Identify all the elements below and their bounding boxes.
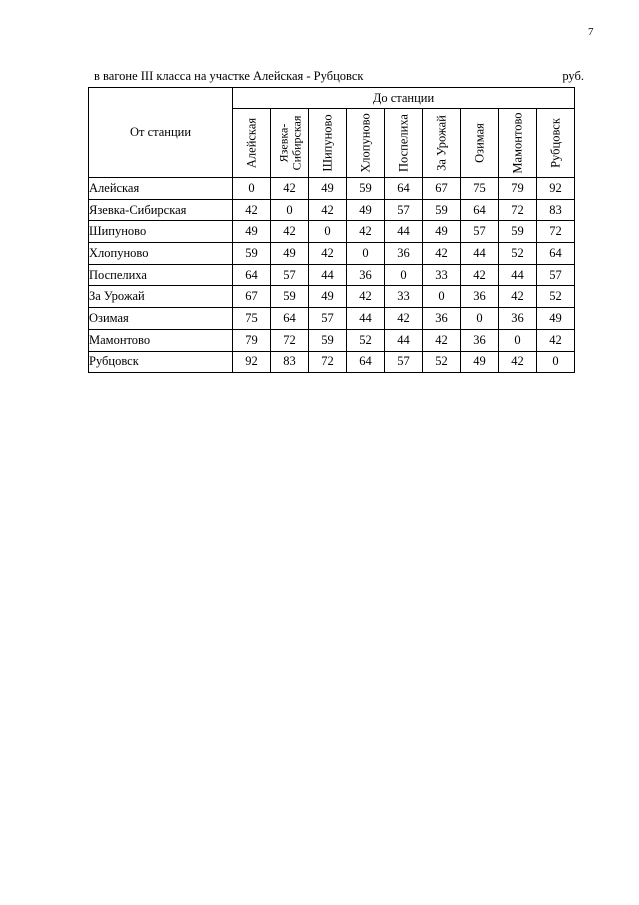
fare-cell: 83 (271, 351, 309, 373)
fare-cell: 44 (499, 264, 537, 286)
fare-cell: 49 (309, 178, 347, 200)
table-row (89, 199, 575, 221)
fare-cell: 79 (233, 329, 271, 351)
fare-cell: 33 (385, 286, 423, 308)
fare-cell: 52 (347, 329, 385, 351)
from-station-header: От станции (89, 88, 233, 178)
fare-cell: 49 (347, 199, 385, 221)
column-header-label: Озимая (471, 123, 486, 163)
fare-cell: 75 (461, 178, 499, 200)
fare-cell: 64 (347, 351, 385, 373)
fare-cell: 64 (271, 308, 309, 330)
table-row (89, 308, 575, 330)
column-header-label: За Урожай (433, 115, 448, 171)
row-station-name: Поспелиха (89, 264, 233, 286)
fare-cell: 42 (271, 178, 309, 200)
fare-cell: 42 (385, 308, 423, 330)
column-header-label: Алейская (243, 117, 258, 169)
fare-cell: 42 (271, 221, 309, 243)
column-header-label: Мамонтово (509, 112, 524, 174)
fare-cell: 67 (233, 286, 271, 308)
fare-cell: 42 (461, 264, 499, 286)
fare-cell: 57 (271, 264, 309, 286)
caption-text: в вагоне III класса на участке Алейская - Рубцовск (94, 69, 364, 83)
table-row (89, 351, 575, 373)
fare-cell: 57 (309, 308, 347, 330)
column-header-label: Хлопуново (357, 113, 372, 173)
fare-cell: 36 (461, 329, 499, 351)
fare-cell: 49 (537, 308, 575, 330)
fare-cell: 0 (233, 178, 271, 200)
fare-cell: 52 (423, 351, 461, 373)
row-station-name: Хлопуново (89, 243, 233, 265)
row-station-name: Озимая (89, 308, 233, 330)
fare-cell: 44 (385, 329, 423, 351)
column-header (385, 109, 423, 178)
fare-cell: 72 (537, 221, 575, 243)
fare-cell: 0 (461, 308, 499, 330)
fare-cell: 0 (347, 243, 385, 265)
fare-cell: 57 (461, 221, 499, 243)
fare-cell: 64 (461, 199, 499, 221)
fare-cell: 44 (309, 264, 347, 286)
fare-cell: 64 (537, 243, 575, 265)
fare-cell: 59 (499, 221, 537, 243)
fare-cell: 42 (499, 351, 537, 373)
fare-cell: 36 (423, 308, 461, 330)
fare-cell: 42 (499, 286, 537, 308)
column-header-label: Шипуново (319, 114, 334, 172)
table-row (89, 221, 575, 243)
fare-cell: 0 (309, 221, 347, 243)
fare-cell: 79 (499, 178, 537, 200)
fare-cell: 92 (537, 178, 575, 200)
fare-cell: 42 (537, 329, 575, 351)
fare-table (88, 87, 575, 373)
fare-cell: 42 (347, 221, 385, 243)
column-header-line: Язевка- (275, 123, 290, 163)
fare-cell: 57 (385, 199, 423, 221)
fare-cell: 42 (423, 329, 461, 351)
table-row (89, 329, 575, 351)
fare-cell: 64 (385, 178, 423, 200)
fare-cell: 59 (233, 243, 271, 265)
fare-cell: 49 (233, 221, 271, 243)
fare-cell: 67 (423, 178, 461, 200)
fare-cell: 49 (309, 286, 347, 308)
fare-cell: 36 (385, 243, 423, 265)
column-header (347, 109, 385, 178)
fare-cell: 42 (309, 199, 347, 221)
column-header-label: Поспелиха (395, 114, 410, 172)
row-station-name: Шипуново (89, 221, 233, 243)
fare-cell: 72 (271, 329, 309, 351)
fare-cell: 49 (461, 351, 499, 373)
fare-cell: 72 (309, 351, 347, 373)
fare-cell: 49 (271, 243, 309, 265)
fare-cell: 44 (385, 221, 423, 243)
table-row (89, 178, 575, 200)
fare-cell: 64 (233, 264, 271, 286)
fare-cell: 36 (347, 264, 385, 286)
column-header (271, 109, 309, 178)
column-header (423, 109, 461, 178)
page-number: 7 (588, 26, 594, 38)
row-station-name: За Урожай (89, 286, 233, 308)
fare-cell: 59 (309, 329, 347, 351)
fare-cell: 75 (233, 308, 271, 330)
fare-cell: 57 (537, 264, 575, 286)
fare-table-body (89, 178, 575, 373)
fare-cell: 42 (309, 243, 347, 265)
table-row (89, 243, 575, 265)
fare-cell: 0 (499, 329, 537, 351)
fare-cell: 0 (423, 286, 461, 308)
fare-cell: 0 (271, 199, 309, 221)
fare-cell: 44 (461, 243, 499, 265)
fare-cell: 36 (499, 308, 537, 330)
fare-cell: 52 (499, 243, 537, 265)
column-header-label (277, 116, 302, 171)
column-header (233, 109, 271, 178)
column-header-line: Сибирская (288, 115, 303, 171)
fare-cell: 52 (537, 286, 575, 308)
fare-cell: 59 (271, 286, 309, 308)
fare-cell: 42 (347, 286, 385, 308)
column-header (309, 109, 347, 178)
row-station-name: Язевка-Сибирская (89, 199, 233, 221)
fare-cell: 36 (461, 286, 499, 308)
fare-cell: 0 (537, 351, 575, 373)
fare-cell: 42 (233, 199, 271, 221)
currency-unit: руб. (562, 69, 584, 83)
column-header-label: Рубцовск (547, 118, 562, 168)
column-header (499, 109, 537, 178)
fare-cell: 83 (537, 199, 575, 221)
row-station-name: Алейская (89, 178, 233, 200)
table-caption (94, 69, 590, 85)
fare-cell: 0 (385, 264, 423, 286)
fare-cell: 57 (385, 351, 423, 373)
row-station-name: Мамонтово (89, 329, 233, 351)
fare-cell: 42 (423, 243, 461, 265)
column-header (537, 109, 575, 178)
fare-cell: 33 (423, 264, 461, 286)
fare-cell: 44 (347, 308, 385, 330)
fare-cell: 49 (423, 221, 461, 243)
fare-cell: 92 (233, 351, 271, 373)
fare-cell: 72 (499, 199, 537, 221)
row-station-name: Рубцовск (89, 351, 233, 373)
table-row (89, 264, 575, 286)
column-header (461, 109, 499, 178)
to-station-header: До станции (233, 88, 575, 109)
fare-cell: 59 (347, 178, 385, 200)
fare-cell: 59 (423, 199, 461, 221)
table-row (89, 286, 575, 308)
